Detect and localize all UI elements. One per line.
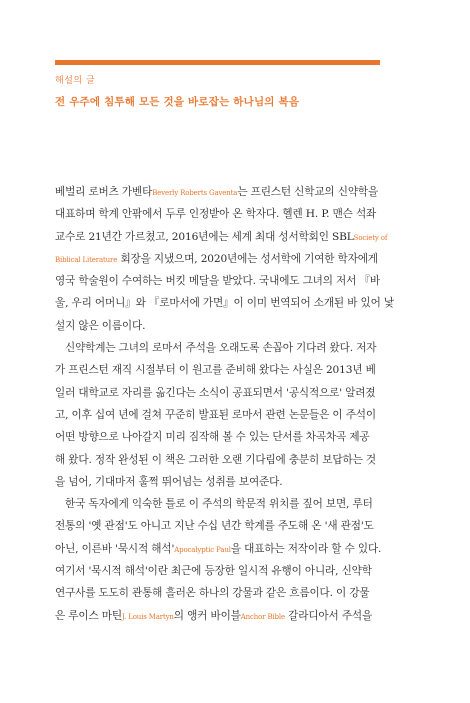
text-line [55, 292, 394, 314]
text-run: 가 프린스턴 재직 시절부터 이 원고를 준비해 왔다는 사실은 2013년 베 [55, 364, 376, 377]
text-line [55, 181, 380, 203]
text-run: 대표하며 학계 안팎에서 두루 인정받아 온 학자다. 헬렌 H. P. 맨슨 석좌 [55, 208, 377, 221]
text-line [55, 315, 380, 337]
text-run: 영국 학술원이 수여하는 버킷 메달을 받았다. 국내에도 그녀의 저서 『바 [55, 275, 380, 288]
text-line [55, 359, 380, 381]
text-line [55, 226, 388, 248]
body-text [55, 181, 394, 627]
text-run: 의 앵커 바이블 [173, 609, 241, 622]
chapter-title: 전 우주에 침투해 모든 것을 바로잡는 하나님의 복음 [55, 96, 300, 108]
text-line [55, 493, 380, 515]
text-line [55, 582, 380, 604]
text-run: 해 왔다. 정작 완성된 이 책은 그러한 오랜 기다림에 충분히 보답하는 것 [55, 453, 376, 466]
text-run: 교수로 21년간 가르쳤고, 2016년에는 세계 최대 성서학회인 SBL [55, 230, 354, 243]
english-gloss: Biblical Literature [55, 255, 118, 264]
english-gloss: Anchor Bible [240, 612, 285, 621]
text-run: 전통의 '옛 관점'도 아니고 지난 수십 년간 학계를 주도해 온 '새 관점'도 [55, 520, 374, 533]
text-run: 아닌, 이른바 '묵시적 해석' [55, 542, 175, 555]
text-run: 어떤 방향으로 나아갈지 미리 짐작해 볼 수 있는 단서를 차곡차곡 제공 [55, 431, 370, 444]
text-line [55, 270, 380, 292]
text-run: 갈라디아서 주석을 [284, 609, 373, 622]
text-line [55, 337, 380, 359]
text-line [55, 605, 380, 627]
text-run: 연구사를 도도히 관통해 흘러온 하나의 강물과 같은 흐름이다. 이 강물 [55, 587, 370, 600]
text-line [55, 449, 380, 471]
text-run: 을 대표하는 저작이라 할 수 있다. [230, 542, 382, 555]
text-line [55, 515, 380, 537]
english-gloss: Beverly Roberts Gaventa [152, 189, 238, 197]
text-line [55, 538, 380, 560]
text-run: 신약학계는 그녀의 로마서 주석을 오래도록 손꼽아 기다려 왔다. 저자 [65, 342, 377, 355]
english-gloss: Apocalyptic Paul [174, 545, 231, 554]
text-run: 을 넘어, 기대마저 훌쩍 뛰어넘는 성취를 보여준다. [55, 475, 283, 488]
text-line [55, 560, 380, 582]
english-gloss: J. Louis Martyn [121, 612, 174, 621]
text-line [55, 248, 380, 270]
text-run: 일러 대학교로 자리를 옮긴다는 소식이 공표되면서 '공식적으로' 알려졌 [55, 386, 376, 399]
text-run: 회장을 지냈으며, 2020년에는 성서학에 기여한 학자에게 [117, 252, 378, 265]
section-label: 해설의 글 [55, 76, 96, 86]
text-run: 울, 우리 어머니』와 『로마서에 가면』이 이미 번역되어 소개된 바 있어 낯 [55, 297, 394, 310]
text-line [55, 404, 380, 426]
text-run: 고, 이후 십여 년에 걸쳐 꾸준히 발표된 로마서 관련 논문들은 이 주석이 [55, 408, 376, 421]
text-line [55, 382, 380, 404]
top-rule [55, 60, 380, 65]
text-run: 설지 않은 이름이다. [55, 319, 146, 332]
text-run: 한국 독자에게 익숙한 틀로 이 주석의 학문적 위치를 짚어 보면, 루터 [65, 498, 373, 511]
text-line [55, 471, 380, 493]
text-run: 베벌리 로버츠 가벤타 [55, 186, 153, 198]
english-gloss: Society of [353, 233, 388, 242]
text-line [55, 426, 380, 448]
text-run: 은 루이스 마틴 [55, 609, 122, 622]
text-run: 여기서 '묵시적 해석'이란 최근에 등장한 일시적 유행이 아니라, 신약학 [55, 565, 372, 578]
text-run: 는 프린스턴 신학교의 신약학을 [237, 186, 379, 198]
text-line [55, 203, 380, 225]
